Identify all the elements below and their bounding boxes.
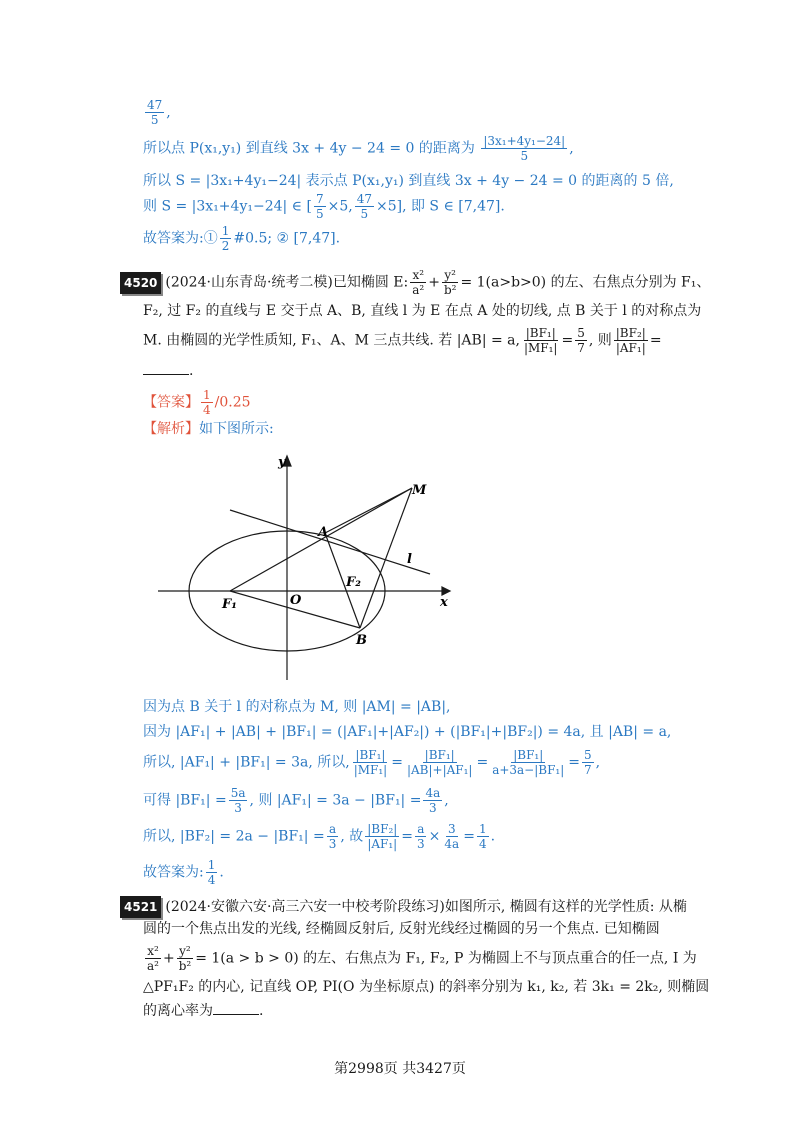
q4520-line3: M. 由椭圆的光学性质知, F₁、A、M 三点共线. 若 |AB| = a, $\frac{\text{|BF₁|}}{\text{|MF₁|}}$ = $\frac{5}{7}$ , 则 $\frac{\text{|BF₂|}}{\text{|AF₁|}}$ = — [143, 326, 662, 355]
answer-blank: . — [143, 362, 193, 380]
q4520-line2: F₂, 过 F₂ 的直线与 E 交于点 A、B, 直线 l 为 E 在点 A 处的切线, 点 B 关于 l 的对称点为 — [143, 303, 702, 319]
label-o: O — [290, 593, 302, 608]
solution-step-5: 所以, |BF₂| = 2a − |BF₁| = $\frac{a}{3}$ , 故 $\frac{\text{|BF₂|}}{\text{|AF₁|}}$ = $\frac{a}{3}$ × $\frac{3}{4a}$ = $\frac{1}{4}$ . — [143, 822, 496, 851]
final-answer: 故答案为: $\frac{1}{4}$ . — [143, 858, 224, 887]
solution-step-2: 因为 |AF₁| + |AB| + |BF₁| = (|AF₁|+|AF₂|) + (|BF₁|+|BF₂|) = 4a, 且 |AB| = a, — [143, 724, 672, 740]
label-f1: F₁ — [222, 597, 237, 612]
solution-step-4: 可得 |BF₁| = $\frac{5a}{3}$ , 则 |AF₁| = 3a − |BF₁| = $\frac{4a}{3}$ , — [143, 786, 449, 815]
segment-a-m — [325, 488, 412, 533]
segment-b-m — [360, 488, 412, 628]
q4521-line2: 圆的一个焦点出发的光线, 经椭圆反射后, 反射光线经过椭圆的另一个焦点. 已知椭圆 — [143, 921, 660, 937]
label-l: l — [407, 552, 412, 567]
label-a: A — [318, 525, 329, 540]
label-x: x — [440, 595, 448, 610]
page-footer: 第2998页 共3427页 — [334, 1061, 466, 1077]
label-f2: F₂ — [346, 575, 361, 590]
q4520-analysis-header: 【解析】如下图所示: — [143, 421, 274, 437]
question-number-badge: 4521 — [120, 896, 161, 918]
q4521-line4: △PF₁F₂ 的内心, 记直线 OP, PI(O 为坐标原点) 的斜率分别为 k₁, k₂, 若 3k₁ = 2k₂, 则椭圆 — [143, 979, 710, 995]
frac-47-5: $\frac{47}{5}$ , — [147, 98, 171, 127]
solution-step-1: 因为点 B 关于 l 的对称点为 M, 则 |AM| = |AB|, — [143, 699, 451, 715]
s-range-line: 则 S = |3x₁+4y₁−24| ∈ [ $\frac{7}{5}$ ×5, $\frac{47}{5}$ ×5], 即 S ∈ [7,47]. — [143, 192, 505, 221]
q4521-line5: 的离心率为 . — [143, 1003, 264, 1019]
label-m: M — [412, 483, 427, 498]
s-meaning-line: 所以 S = |3x₁+4y₁−24| 表示点 P(x₁,y₁) 到直线 3x + 4y − 24 = 0 的距离的 5 倍, — [143, 173, 674, 189]
question-number-badge: 4520 — [120, 272, 161, 294]
q4521-line1: 4521 (2024·安徽六安·高三六安一中校考阶段练习)如图所示, 椭圆有这样的光学性质: 从椭 — [120, 896, 687, 918]
ellipse-figure — [150, 448, 460, 688]
q4520-line1: 4520 (2024·山东青岛·统考二模)已知椭圆 E: $\frac{\text{x²}}{\text{a²}}$ + $\frac{\text{y²}}{\text{b²}}$ = 1(a>b>0) 的左、右焦点分别为 F₁、 — [120, 268, 710, 297]
distance-line: 所以点 P(x₁,y₁) 到直线 3x + 4y − 24 = 0 的距离为 $\frac{\text{|3x₁+4y₁−24|}}{5}$ , — [143, 134, 574, 163]
q4520-answer: 【答案】 $\frac{1}{4}$ /0.25 — [143, 388, 251, 417]
q4521-line3: $\frac{\text{x²}}{\text{a²}}$ + $\frac{\text{y²}}{\text{b²}}$ = 1(a > b > 0) 的左、右焦点为 F₁, F₂, P 为椭圆上不与顶点重合的任一点, I 为 — [147, 944, 697, 973]
label-y: y — [278, 455, 286, 470]
solution-step-3: 所以, |AF₁| + |BF₁| = 3a, 所以, $\frac{\text{|BF₁|}}{\text{|MF₁|}}$ = $\frac{\text{|BF₁|}}{\text{|AB|+|AF₁|}}$ = $\frac{\text{|BF₁|}}{\text{a+3a−|BF₁|}}$ = $\frac{5}{7}$ , — [143, 748, 601, 777]
x-axis-arrow — [442, 587, 450, 595]
label-b: B — [356, 633, 367, 648]
top-answer-line: 故答案为:① $\frac{1}{2}$ #0.5; ② [7,47]. — [143, 224, 341, 253]
